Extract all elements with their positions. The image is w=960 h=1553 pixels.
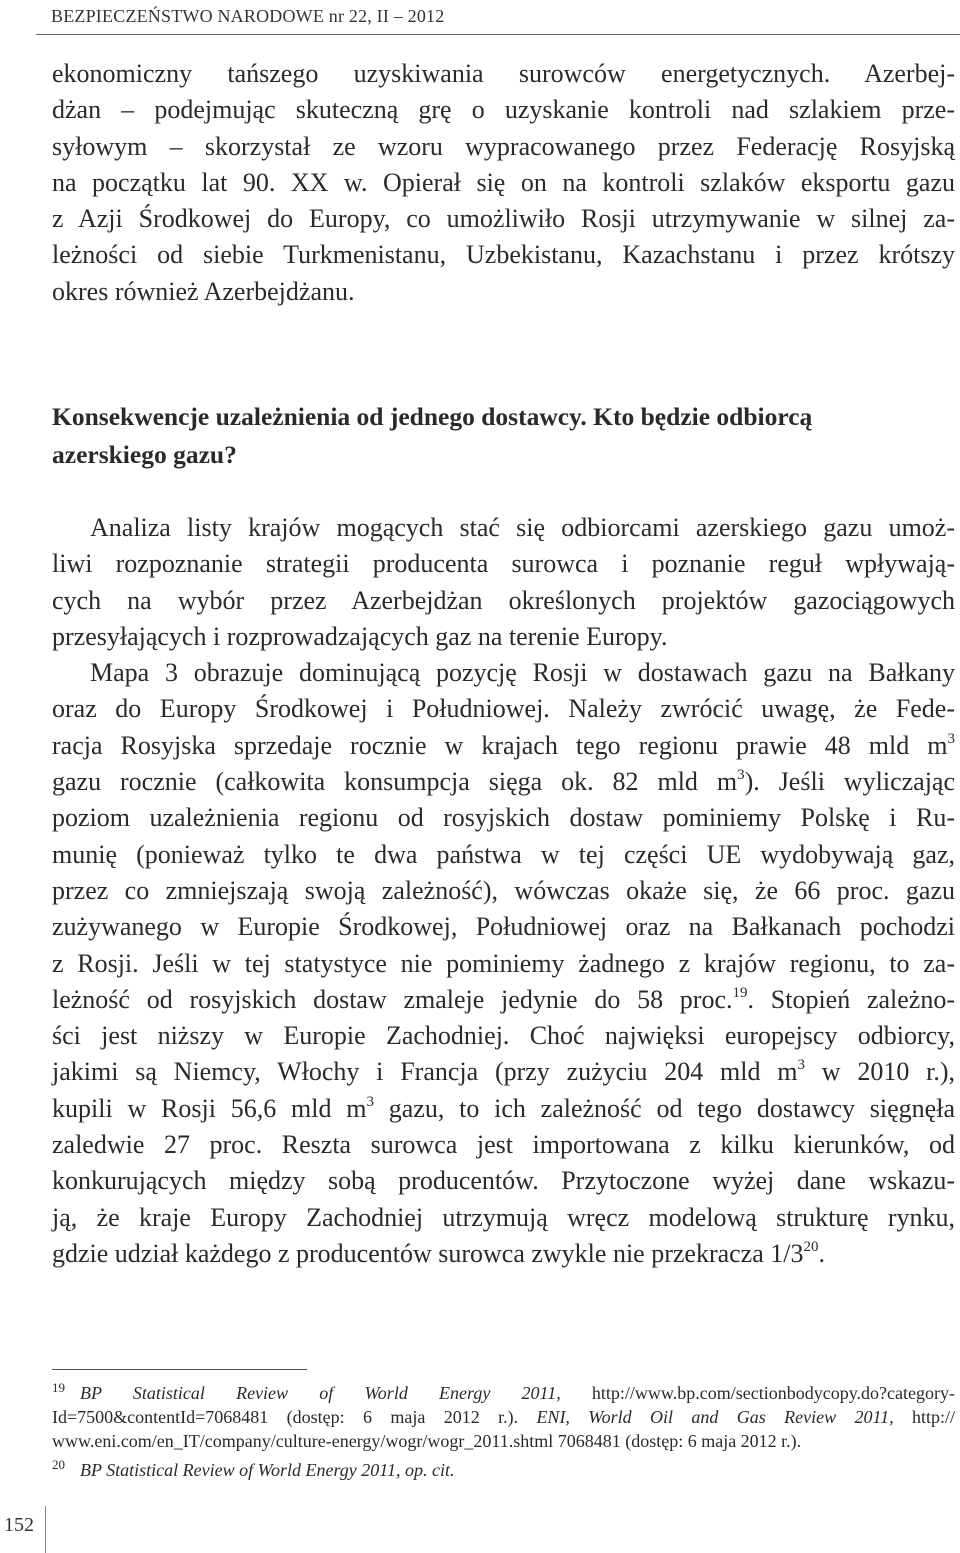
text-line: ekonomiczny tańszego uzyskiwania surowców energetycznych. Azerbej- xyxy=(52,59,955,88)
text-line xyxy=(52,1054,955,1090)
text-line: syłowym – skorzystał ze wzoru wypracowanego przez Federację Rosyjską xyxy=(52,131,955,161)
text-fragment: gazu rocznie (całkowita konsumpcja sięga ok. 82 mld m xyxy=(52,767,738,797)
text-line: konkurujących między sobą producentów. Przytoczone wyżej dane wskazu- xyxy=(52,1166,955,1196)
text-line: przez co zmniejszają swoją zależność), wówczas okaże się, że 66 proc. gazu xyxy=(52,875,955,905)
section-heading-line: azerskiego gazu? xyxy=(52,440,237,469)
text-fragment: w 2010 r.), xyxy=(804,1057,955,1087)
text-line: Analiza listy krajów mogących stać się odbiorcami azerskiego gazu umoż- xyxy=(90,513,955,542)
text-line: z Azji Środkowej do Europy, co umożliwiło Rosji utrzymywanie w silnej za- xyxy=(52,204,955,234)
text-line: przesyłających i rozprowadzających gaz na terenie Europy. xyxy=(52,621,668,651)
header-rule xyxy=(36,34,960,35)
superscript: 3 xyxy=(797,1057,805,1074)
text-line: ją, że kraje Europy Zachodniej utrzymują wręcz modelową strukturę rynku, xyxy=(52,1202,955,1232)
footnote-url[interactable]: http://www.bp.com/sectionbodycopy.do?category- xyxy=(560,1383,956,1403)
text-line: munię (ponieważ tylko te dwa państwa w tej części UE wydobywają gaz, xyxy=(52,839,955,869)
paragraph-1 xyxy=(52,56,955,310)
paragraph-1-text xyxy=(52,56,955,310)
text-line: poziom uzależnienia regionu od rosyjskich dostaw pominiemy Polskę i Ru- xyxy=(52,803,955,833)
superscript: 3 xyxy=(366,1093,374,1110)
section-heading-line: Konsekwencje uzależnienia od jednego dostawcy. Kto będzie odbiorcą xyxy=(52,402,813,431)
superscript: 3 xyxy=(737,767,745,784)
text-line: cych na wybór przez Azerbejdżan określonych projektów gazociągowych xyxy=(52,585,955,615)
text-fragment: racja Rosyjska sprzedaje rocznie w krajach tego regionu prawie 48 mld m xyxy=(52,730,948,760)
footnote-20-line xyxy=(52,1453,955,1482)
footnotes xyxy=(52,1376,955,1482)
text-line: zaledwie 27 proc. Reszta surowca jest importowana z kilku kierunków, od xyxy=(52,1130,955,1160)
footnote-source-title: BP Statistical Review of World Energy 2011, op. cit. xyxy=(80,1460,455,1480)
text-line: dżan – podejmując skuteczną grę o uzyskanie kontroli nad szlakiem prze- xyxy=(52,95,955,125)
footnote-19-line[interactable]: www.eni.com/en_IT/company/culture-energy/wogr/wogr_2011.shtml 7068481 (dostęp: 6 maja 2012 r.). xyxy=(52,1431,802,1451)
text-line: okres również Azerbejdżanu. xyxy=(52,276,355,306)
text-fragment: jakimi są Niemcy, Włochy i Francja (przy zużyciu 204 mld m xyxy=(52,1057,798,1087)
footnote-source-title: BP Statistical Review of World Energy 2011, xyxy=(80,1383,561,1403)
text-fragment: ). Jeśli wyliczając xyxy=(744,767,956,797)
paragraph-2 xyxy=(52,510,955,655)
section-heading xyxy=(52,398,955,474)
footnote-rule xyxy=(52,1369,307,1370)
superscript: 3 xyxy=(947,730,955,747)
text-line xyxy=(52,1091,955,1127)
text-fragment: leżność od rosyjskich dostaw zmaleje jedynie do 58 proc. xyxy=(52,984,733,1014)
text-line: na początku lat 90. XX w. Opierał się on na kontroli szlaków eksportu gazu xyxy=(52,167,955,197)
text-line xyxy=(52,1236,955,1272)
text-fragment: kupili w Rosji 56,6 mld m xyxy=(52,1093,367,1123)
text-fragment: . Stopień zależno- xyxy=(747,984,955,1014)
footnote-source-title: ENI, World Oil and Gas Review 2011, xyxy=(536,1407,894,1427)
text-fragment: gazu, to ich zależność od tego dostawcy sięgnęła xyxy=(373,1093,955,1123)
section-body xyxy=(52,510,955,1272)
text-line: zużywanego w Europie Środkowej, Południowej oraz na Bałkanach pochodzi xyxy=(52,912,955,942)
paragraph-3 xyxy=(52,655,955,1272)
text-fragment: . xyxy=(818,1238,825,1268)
text-line: oraz do Europy Środkowej i Południowej. Należy zwrócić uwagę, że Fede- xyxy=(52,694,955,724)
footnote-19-line xyxy=(52,1405,955,1429)
text-line: z Rosji. Jeśli w tej statystyce nie pominiemy żadnego z krajów regionu, to za- xyxy=(52,948,955,978)
text-line: leżności od siebie Turkmenistanu, Uzbekistanu, Kazachstanu i przez krótszy xyxy=(52,240,955,270)
footnote-ref-19[interactable]: 19 xyxy=(732,984,748,1001)
footnote-url[interactable]: Id=7500&contentId=7068481 (dostęp: 6 maja 2012 r.). xyxy=(52,1407,537,1427)
text-line: liwi rozpoznanie strategii producenta surowca i poznanie reguł wpływają- xyxy=(52,549,955,579)
text-fragment: gdzie udział każdego z producentów surowca zwykle nie przekracza 1/3 xyxy=(52,1238,804,1268)
running-header: BEZPIECZEŃSTWO NARODOWE nr 22, II – 2012 xyxy=(51,6,445,26)
text-line xyxy=(52,728,955,764)
page-number: 152 xyxy=(4,1514,34,1536)
text-line: Mapa 3 obrazuje dominującą pozycję Rosji w dostawach gazu na Bałkany xyxy=(90,658,955,688)
footnote-url[interactable]: http:// xyxy=(893,1407,955,1427)
footnote-number: 20 xyxy=(52,1457,65,1472)
text-line xyxy=(52,764,955,800)
text-line: ści jest niższy w Europie Zachodniej. Choć najwięksi europejscy odbiorcy, xyxy=(52,1021,955,1051)
footnote-ref-20[interactable]: 20 xyxy=(803,1238,819,1255)
text-line xyxy=(52,982,955,1018)
footnote-19-line xyxy=(52,1376,955,1405)
footnote-number: 19 xyxy=(52,1380,65,1395)
